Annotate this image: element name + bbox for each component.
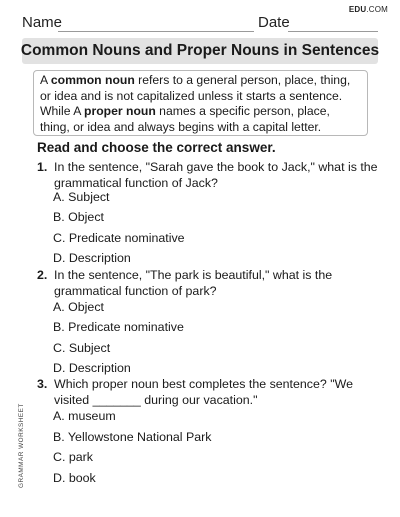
question-line: grammatical function of park?: [54, 283, 217, 298]
question-line: In the sentence, "Sarah gave the book to Jack," what is the: [54, 160, 378, 174]
question-text: [54, 377, 374, 408]
proper-noun-term: proper noun: [84, 104, 156, 119]
question-line: visited _______ during our vacation.": [54, 392, 258, 407]
brand-name: EDU: [348, 5, 367, 14]
option-2b[interactable]: B. Predicate nominative: [53, 320, 184, 334]
option-1d[interactable]: D. Description: [53, 251, 131, 265]
option-1a[interactable]: A. Subject: [53, 190, 110, 204]
name-line: [58, 31, 254, 32]
definition-text: refers to a general person, place, thing, or idea and is not capitalized unless it starts a sentence. While A: [40, 73, 351, 119]
definition-text: A: [40, 73, 51, 87]
date-line: [288, 31, 378, 32]
common-noun-term: common noun: [50, 73, 135, 87]
instructions: Read and choose the correct answer.: [37, 140, 276, 155]
option-3b[interactable]: B. Yellowstone National Park: [53, 430, 212, 444]
brand-logo: [349, 5, 388, 14]
brand-suffix: .COM: [366, 5, 388, 14]
question-number: 2.: [37, 268, 48, 282]
question-line: In the sentence, "The park is beautiful," what is the: [54, 268, 333, 282]
title-bar: [22, 38, 378, 64]
question-number: 1.: [37, 160, 48, 174]
option-3c[interactable]: C. park: [53, 450, 93, 464]
option-3a[interactable]: A. museum: [53, 409, 116, 423]
question-text: [54, 160, 378, 191]
option-3d[interactable]: D. book: [53, 471, 96, 485]
name-label: Name: [22, 14, 63, 31]
name-date-header: [22, 14, 378, 34]
option-1c[interactable]: C. Predicate nominative: [53, 231, 185, 245]
question-line: Which proper noun best completes the sentence? "We: [54, 377, 353, 391]
option-2a[interactable]: A. Object: [53, 300, 104, 314]
option-2c[interactable]: C. Subject: [53, 341, 111, 355]
question-line: grammatical function of Jack?: [54, 175, 218, 190]
page-title: Common Nouns and Proper Nouns in Sentences: [20, 42, 380, 59]
question-number: 3.: [37, 377, 48, 391]
option-1b[interactable]: B. Object: [53, 210, 104, 224]
definition-box: [33, 70, 368, 136]
date-label: Date: [258, 14, 290, 31]
definition-text: names a specific person, place, thing, or idea and always begins with a capital letter.: [40, 104, 330, 134]
option-2d[interactable]: D. Description: [53, 361, 131, 375]
question-text: [54, 268, 374, 299]
side-label: GRAMMAR WORKSHEET: [18, 403, 25, 488]
